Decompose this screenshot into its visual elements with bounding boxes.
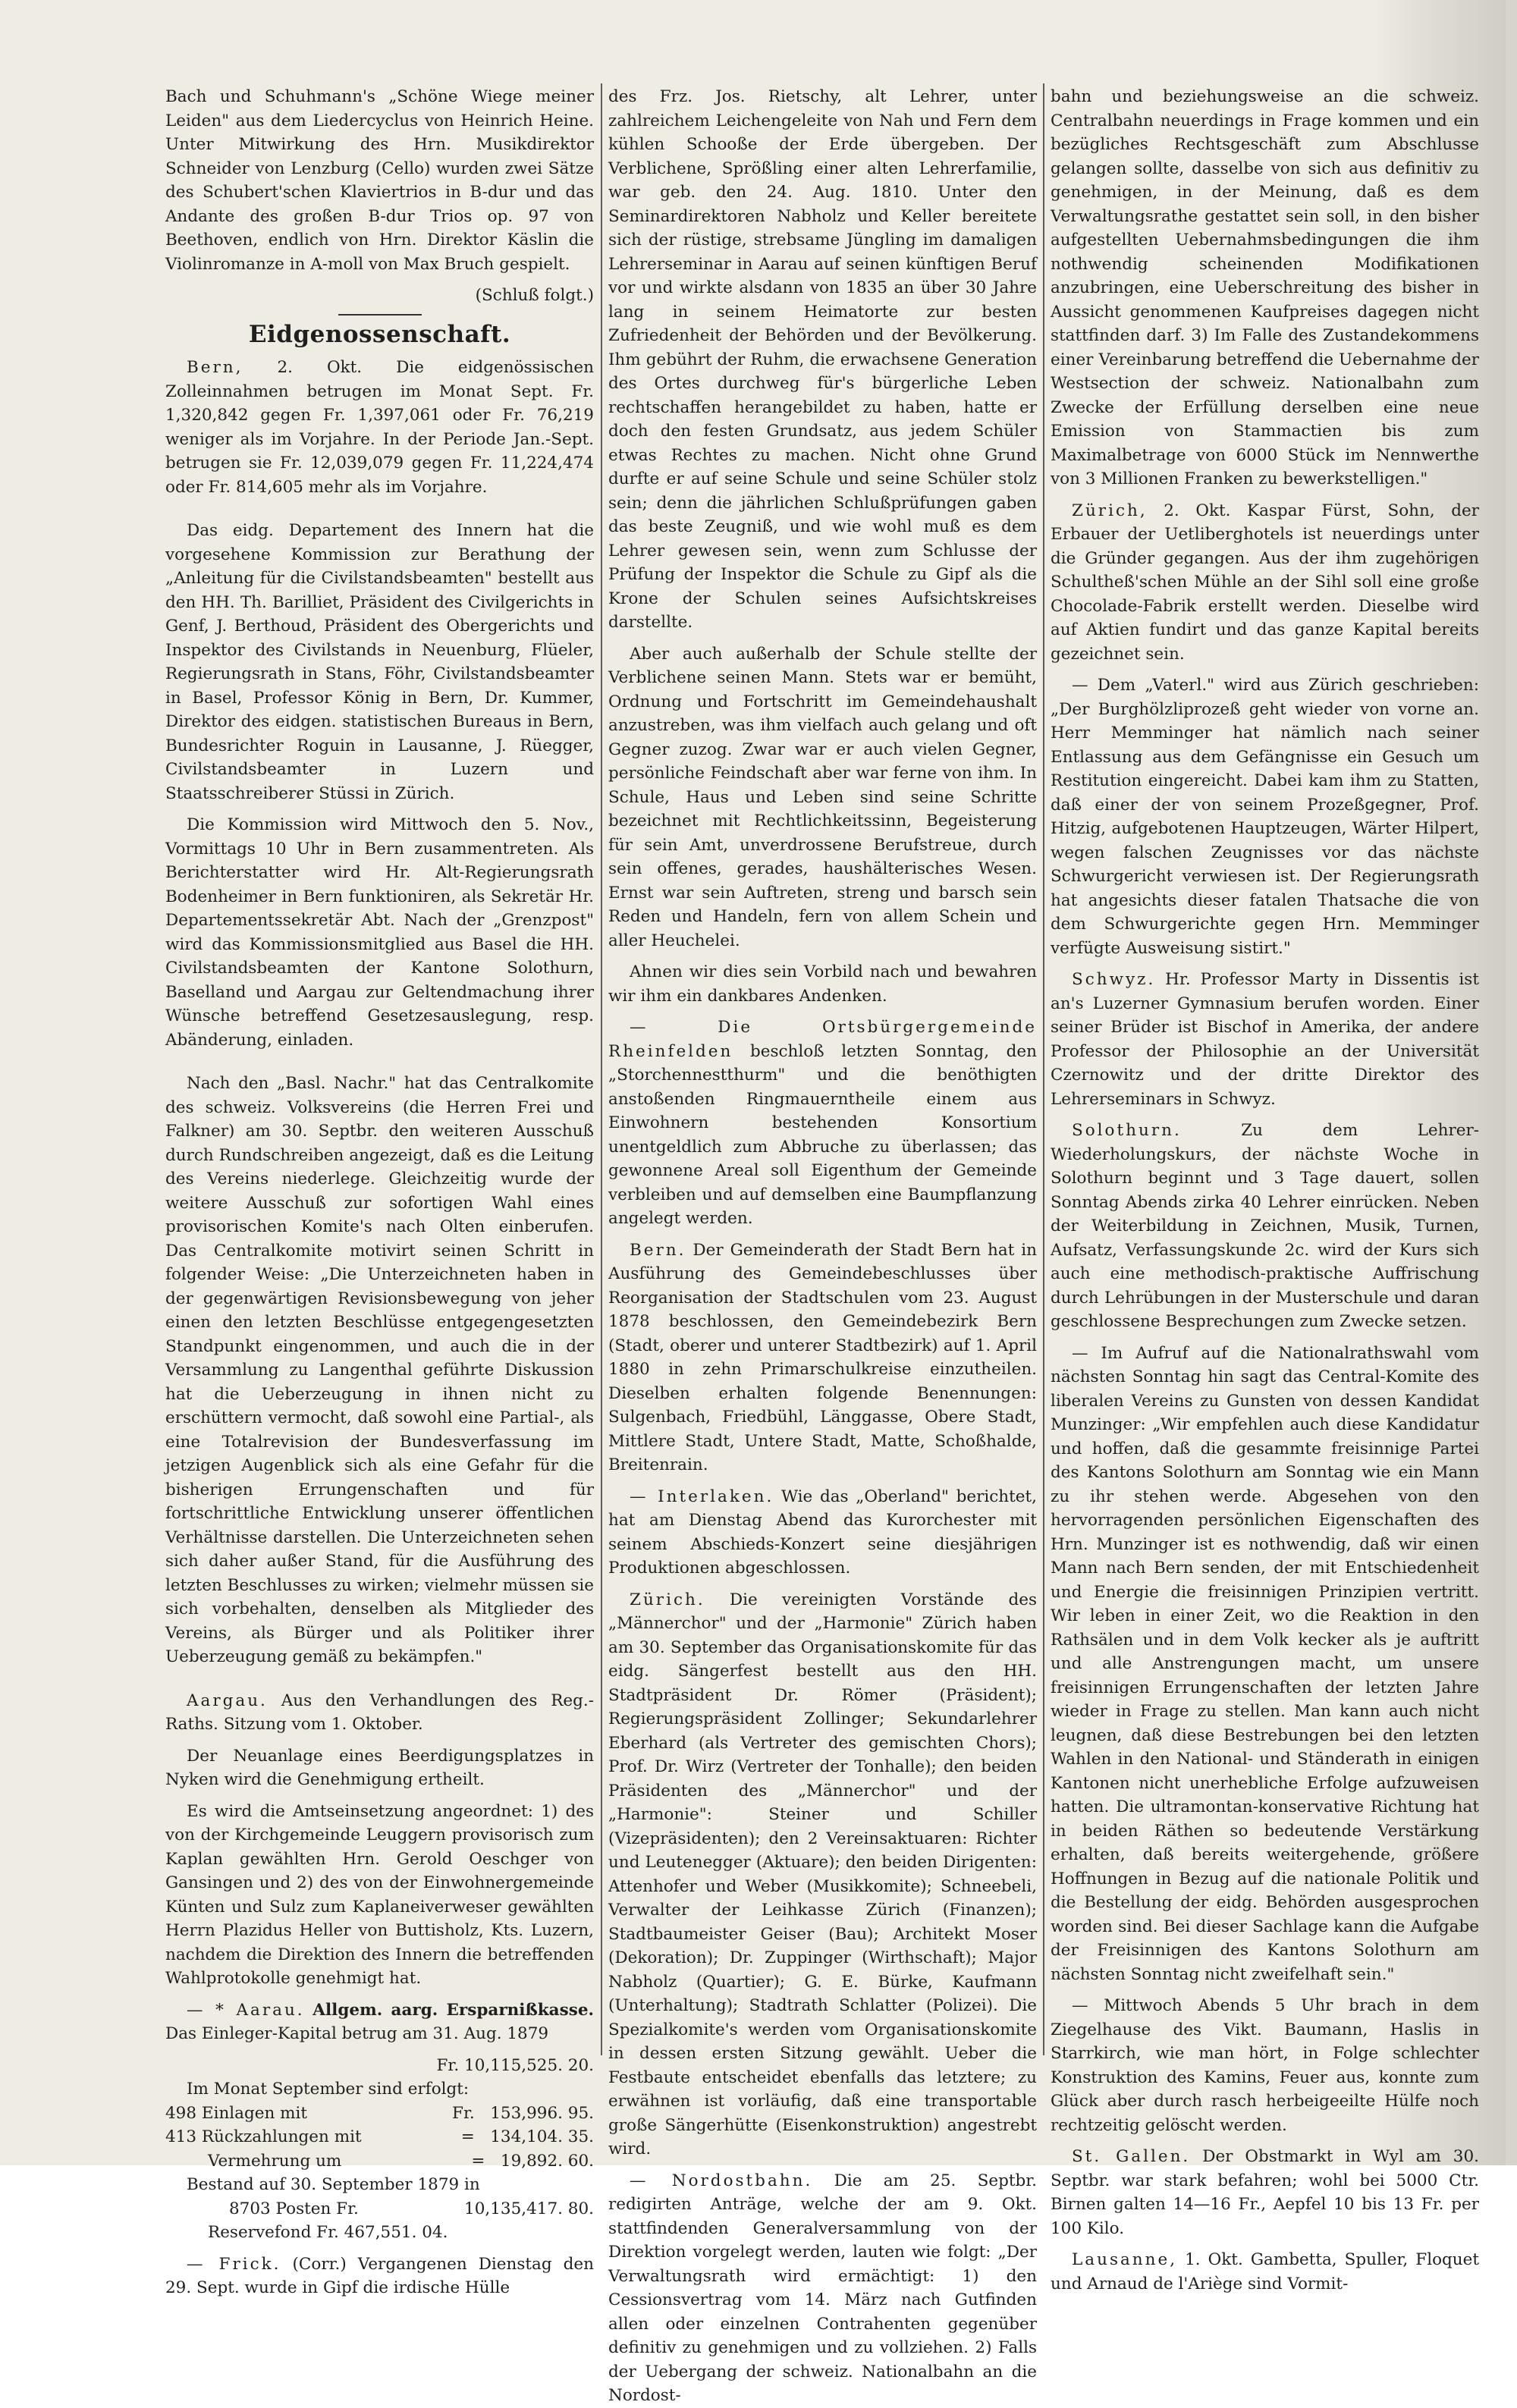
dateline: Solothurn. xyxy=(1072,1121,1182,1140)
obituary-article: des Frz. Jos. Rietschy, alt Lehrer, unter zahlreichem Leichengeleite von Nah und Fern dem kühlen Schooße der Erde übergeben. Der Verblichene, Sprößling einer alten Lehrerfamilie, war geb. den 24. Aug. 1810. Unter den Seminardirektoren Nabholz und Keller bereitete sich der rüstige, strebsame Jüngling im damaligen Lehrerseminar in Aarau auf seinen künftigen Beruf vor und wirkte alsdann von 1835 an über 30 Jahre lang in seinem Heimatorte zur besten Zufriedenheit der Behörden und der Bevölkerung. Ihm gebührt der Ruhm, die erwachsene Generation des Ortes durchweg für's bürgerliche Leben rechtschaffen herangebildet zu haben, hatte er doch den festen Grundsatz, aus jedem Schüler etwas Rechtes zu machen. Nicht ohne Grund durfte er auf seine Schule und seine Schüler stolz sein; denn die jährlichen Schlußprüfungen gaben das beste Zeugniß, und wie wohl muß es dem Lehrer gewesen sein, wenn zum Schlusse der Prüfung der Inspektor die Schule zu Gipf als die Krone der Schulen seines Aufsichtskreises darstellte. xyxy=(608,87,1037,632)
dateline: Zürich, xyxy=(1072,501,1148,520)
column-rule-1 xyxy=(601,83,602,2055)
frick-article xyxy=(165,2253,594,2300)
concert-article-end: Bach und Schuhmann's „Schöne Wiege meiner Leiden" aus dem Liedercyclus von Heinrich Heine. Unter Mitwirkung des Hrn. Musikdirektor Schneider von Lenzburg (Cello) wurden zwei Sätze des Schubert'schen Klaviertrios in B-dur und das Andante des großen B-dur Trios op. 97 von Beethoven, endlich von Hrn. Direktor Käslin die Violinromanze in A-moll von Max Bruch gespielt. xyxy=(165,87,594,274)
article-text: 1. Okt. Gambetta, Spuller, Floquet und Arnaud de l'Ariège sind Vormit- xyxy=(1051,2250,1479,2293)
dateline: Schwyz. xyxy=(1072,970,1156,989)
aargau-appointments: Es wird die Amtseinsetzung angeordnet: 1) des von der Kirchgemeinde Leuggern provisorisch zum Kaplan gewählten Hrn. Gerold Oeschger von Gansingen und 2) des von der Einwohnergemeinde Künten und Sulz zum Kaplaneiverweser gewählten Herrn Plazidus Heller von Buttisholz, Kts. Luzern, nachdem die Direktion des Innern die betreffenden Wahlprotokolle genehmigt hat. xyxy=(165,1801,594,1988)
rheinfelden-article xyxy=(608,1016,1037,1231)
article-text: Der Gemeinderath der Stadt Bern hat in Ausführung des Gemeindebeschlusses über Reorganisation der Stadtschulen vom 23. August 1878 beschlossen, den Gemeindebezirk Bern (Stadt, oberer und unterer Stadtbezirk) auf 1. April 1880 in zehn Primarschulkreise einzutheilen. Dieselben erhalten folgende Benennungen: Sulgenbach, Friedbühl, Länggasse, Obere Stadt, Mittlere Stadt, Untere Stadt, Matte, Schoßhalde, Breitenrain. xyxy=(608,1240,1037,1474)
dateline: Aargau. xyxy=(187,1691,268,1710)
bern-schools-article xyxy=(608,1239,1037,1477)
solothurn-article xyxy=(1051,1119,1479,1334)
dateline: — Die Ortsbürgergemeinde Rheinfelden xyxy=(608,1018,1037,1061)
zurich-factory-article xyxy=(1051,499,1479,667)
column-2 xyxy=(608,85,1037,2405)
obituary-closing: Ahnen wir dies sein Vorbild nach und bewahren wir ihm ein dankbares Andenken. xyxy=(608,962,1037,1006)
scan-edge xyxy=(1506,0,1517,2165)
section-divider xyxy=(338,314,422,316)
dateline: Zürich. xyxy=(630,1590,705,1609)
article-text: beschloß letzten Sonntag, den „Storchennestthurm" und die benöthigten anstoßenden Ringmauerntheile einem aus Einwohnern bestehenden Konsortium unentgeldlich zum Abbruche zu überlassen; das gewonnene Areal soll Eigenthum der Gemeinde verbleiben und auf demselben eine Baumpflanzung angelegt werden. xyxy=(608,1041,1037,1228)
nordostbahn-continued: bahn und beziehungsweise an die schweiz. Centralbahn neuerdings in Frage kommen und ein bezügliches Rechtsgeschäft zum Abschlusse gelangen sollte, dasselbe von sich aus definitiv zu genehmigen, in der Meinung, daß es dem Verwaltungsrathe gestattet sein soll, in den bisher aufgestellten Uebernahmsbedingungen die ihm nothwendig scheinenden Modifikationen anzubringen, eine Ueberschreitung des bisher in Aussicht genommenen Kaufpreises dagegen nicht stattfinden darf. 3) Im Falle des Zustandekommens einer Vereinbarung betreffend die Uebernahme der Westsection der schweiz. Nationalbahn zum Zwecke der Erfüllung derselben eine neue Emission von Stammactien bis zum Maximalbetrage von 6000 Stück im Nennwerthe von 3 Millionen Franken zu bewerkstelligen." xyxy=(1051,87,1479,488)
interlaken-article xyxy=(608,1485,1037,1581)
dateline: — Frick. xyxy=(187,2254,281,2274)
table-row: 8703 Posten Fr. 10,135,417. 80. xyxy=(229,2199,594,2218)
aargau-cemetery: Der Neuanlage eines Beerdigungsplatzes in Nyken wird die Genehmigung ertheilt. xyxy=(165,1746,594,1789)
dateline: St. Gallen. xyxy=(1072,2147,1191,2166)
column-3 xyxy=(1051,85,1479,2293)
vaterland-article: — Dem „Vaterl." wird aus Zürich geschrieben: „Der Burghölzliprozeß geht wieder von vorne an. Herr Memminger hat nämlich nach seiner Entlassung aus dem Gefängnisse ein Gesuch um Restitution eingereicht. Dabei kam ihm zu Statten, daß einer der von seinem Prozeßgegner, Prof. Hitzig, aufgebotenen Hauptzeugen, Wärter Hilpert, wegen falschen Zeugnisses vor das nächste Schwurgericht verwiesen ist. Der Regierungsrath hat angesichts dieser fatalen Thatsache die von dem Schwurgerichte gegen Hrn. Memminger verfügte Ausweisung sistirt." xyxy=(1051,676,1479,958)
obituary-continued: Aber auch außerhalb der Schule stellte der Verblichene seinen Mann. Stets war er bemüht, Ordnung und Fortschritt im Gemeindehaushalt anzustreben, was ihm vielfach auch gelang und oft Gegner zuzog. Zwar war er auch vielen Gegner, persönliche Feindschaft aber war ferne von ihm. In Schule, Haus und Leben sind seine Schritte bezeichnet mit Rechtlichkeitssinn, Begeisterung für sein Amt, unverdrossene Berufstreue, durch sein offenes, gerades, haushälterisches Wesen. Ernst war sein Auftreten, streng und barsch sein Reden und Handeln, fern von allem Schein und aller Heuchelei. xyxy=(608,644,1037,950)
volksverein-article: Nach den „Basl. Nachr." hat das Centralkomite des schweiz. Volksvereins (die Herren Frei und Falkner) am 30. Septbr. den weiteren Ausschuß durch Rundschreiben angezeigt, daß es die Leitung des Vereins niederlege. Gleichzeitig wurde der weitere Ausschuß zur sofortigen Wahl eines provisorischen Komite's nach Olten einberufen. Das Centralkomite motivirt seinen Schritt in folgender Weise: „Die Unterzeichneten haben in der gegenwärtigen Revisionsbewegung von jeher einen den letzten Beschlüsse entgegengesetzten Standpunkt eingenommen, und auch die in der Versammlung zu Langenthal geführte Diskussion hat die Ueberzeugung in ihnen nicht zu erschüttern vermocht, daß sowohl eine Partial-, als eine Totalrevision der Bundesverfassung im jetzigen Augenblick sich als eine Gefahr für die bisherigen Errungenschaften und für fortschrittliche Entwicklung unserer öffentlichen Verhältnisse darstellen. Die Unterzeichneten sehen sich daher außer Stand, für die Ausführung des letzten Beschlusses zu wirken; vielmehr müssen sie sich vorbehalten, denselben als Mitglieder des Vereins, als Bürger und als Politiker ihrer Ueberzeugung gemäß zu bekämpfen." xyxy=(165,1074,594,1666)
column-1 xyxy=(165,85,594,2297)
dateline: Bern. xyxy=(630,1240,686,1260)
dateline: — Nordostbahn. xyxy=(630,2171,813,2190)
article-text: Hr. Professor Marty in Dissentis ist an's Luzerner Gymnasium berufen worden. Einer seiner Brüder ist Bischof in Amerika, der andere Professor der Philosophie an der Universität Czernowitz und der dritte Direktor des Lehrerseminars in Schwyz. xyxy=(1051,970,1479,1109)
article-text: Aus den Verhandlungen des Reg.-Raths. Sitzung vom 1. Oktober. xyxy=(165,1691,594,1734)
article-text: Die vereinigten Vorstände des „Männerchor" und der „Harmonie" Zürich haben am 30. September das Organisationskomite für das eidg. Sängerfest bestellt aus den HH. Stadtpräsident Dr. Römer (Präsident); Regierungspräsident Zollinger; Sekundarlehrer Eberhard (als Vertreter des gemischten Chors); Prof. Dr. Wirz (Vertreter der Tonhalle); den beiden Präsidenten des „Männerchor" und der „Harmonie": Steiner und Schiller (Vizepräsidenten); den 2 Vereinsaktuaren: Richter und Leutenegger (Aktuare); den beiden Dirigenten: Attenhofer und Weber (Musikkomite); Schneebeli, Verwalter der Leihkasse Zürich (Finanzen); Stadtbaumeister Geiser (Bau); Architekt Moser (Dekoration); Dr. Zuppinger (Wirthschaft); Major Nabholz (Quartier); G. E. Bürke, Kaufmann (Unterhaltung); Stadtrath Schlatter (Polizei). Die Spezialkomite's werden vom Organisationskomite in dessen ersten Sitzung gewählt. Ueber die Festbaute entscheidet ebenfalls das letztere; zu erwähnen ist vorläufig, daß eine transportable große Sängerhütte (Eisenkonstruktion) angestrebt wird. xyxy=(608,1590,1037,2158)
savings-bank-article xyxy=(165,1998,594,2046)
dateline: — * Aarau. xyxy=(187,2000,305,2020)
table-row: Im Monat September sind erfolgt: xyxy=(187,2080,470,2099)
table-row: 498 Einlagen mit Fr. 153,996. 95. xyxy=(165,2103,594,2123)
department-article: Das eidg. Departement des Innern hat die vorgesehene Kommission zur Berathung der „Anleitung für die Civilstandsbeamten" bestellt aus den HH. Th. Barilliet, Präsident des Civilgerichts in Genf, J. Berthoud, Präsident des Obergerichts und Inspektor des Civilstands in Neuenburg, Flüeler, Regierungsrath in Stans, Föhr, Civilstandsbeamter in Basel, Professor König in Bern, Dr. Kummer, Direktor des eidgen. statistischen Bureaus in Bern, Bundesrichter Roguin in Lausanne, J. Rüegger, Civilstandsbeamter in Luzern und Staatsschreiberer Stüssi in Zürich. xyxy=(165,521,594,803)
article-text: Das Einleger-Kapital betrug am 31. Aug. 1879 xyxy=(165,2024,549,2043)
lausanne-article xyxy=(1051,2248,1479,2296)
schwyz-article xyxy=(1051,968,1479,1111)
article-text: Wie das „Oberland" berichtet, hat am Dienstag Abend das Kurorchester mit seinem Abschieds-Konzert seine diesjährigen Produktionen abgeschlossen. xyxy=(608,1487,1037,1578)
dateline: Lausanne, xyxy=(1072,2250,1178,2269)
table-row: Vermehrung um = 19,892. 60. xyxy=(208,2151,594,2171)
article-text: Zu dem Lehrer-Wiederholungskurs, der nächste Woche in Solothurn beginnt und 3 Tage dauert, sollen Sonntag Abends zirka 40 Lehrer einrücken. Neben der Weiterbildung in Zeichnen, Musik, Turnen, Aufsatz, Verfassungskunde 2c. wird der Kurs sich auch eine methodisch-praktische Auffrischung durch Lehrübungen in der Musterschule und daran geschlossene Besprechungen zum Zwecke setzen. xyxy=(1051,1121,1479,1331)
article-text: (Corr.) Vergangenen Dienstag den 29. Sept. wurde in Gipf die irdische Hülle xyxy=(165,2254,594,2297)
article-text: Der Obstmarkt in Wyl am 30. Septbr. war stark befahren; wohl bei 5000 Ctr. Birnen galten 14—16 Fr., Aepfel 10 bis 13 Fr. per 100 Kilo. xyxy=(1051,2147,1479,2238)
zurich-singers-article xyxy=(608,1588,1037,2162)
table-row: Bestand auf 30. September 1879 in xyxy=(187,2175,480,2194)
dateline: Bern, xyxy=(187,358,243,377)
commission-article: Die Kommission wird Mittwoch den 5. Nov., Vormittags 10 Uhr in Bern zusammentreten. Als Berichterstatter wird Hr. Alt-Regierungsrath Bodenheimer in Bern funktioniren, als Sekretär Hr. Departementssekretär Abt. Nach der „Grenzpost" wird das Kommissionsmitglied aus Basel die HH. Civilstandsbeamten der Kantone Solothurn, Baselland und Aargau zur Geltendmachung ihrer Wünsche betreffend Gesetzesauslegung, resp. Abänderung, einladen. xyxy=(165,815,594,1050)
table-row: 413 Rückzahlungen mit = 134,104. 35. xyxy=(165,2127,594,2146)
section-heading: Eidgenossenschaft. xyxy=(248,320,511,348)
article-text: 2. Okt. Kaspar Fürst, Sohn, der Erbauer der Uetliberghotels ist neuerdings unter die Gründer gegangen. Aus der ihm zugehörigen Schultheß'schen Mühle an der Sihl soll eine große Chocolade-Fabrik erstellt werden. Dieselbe wird auf Aktien fundirt und das ganze Kapital bereits gezeichnet sein. xyxy=(1051,501,1479,664)
to-be-continued: (Schluß folgt.) xyxy=(475,286,594,305)
article-text: 2. Okt. Die eidgenössischen Zolleinnahmen betrugen im Monat Sept. Fr. 1,320,842 gegen Fr. 1,397,061 oder Fr. 76,219 weniger als im Vorjahre. In der Periode Jan.-Sept. betrugen sie Fr. 12,039,079 gegen Fr. 11,224,474 oder Fr. 814,605 mehr als im Vorjahre. xyxy=(165,358,594,497)
article-text: Die am 25. Septbr. redigirten Anträge, welche der am 9. Okt. stattfindenden Generalversammlung von der Direktion vorgelegt werden, lauten wie folgt: „Der Verwaltungsrath wird ermächtigt: 1) den Cessionsvertrag vom 14. März nach Gutfinden allen oder einzelnen Contrahenten gegenüber definitiv zu genehmigen und zu vollziehen. 2) Falls der Uebergang der schweiz. Nationalbahn an die Nordost- xyxy=(608,2171,1037,2405)
fire-article: — Mittwoch Abends 5 Uhr brach in dem Ziegelhause des Vikt. Baumann, Haslis in Starrkirch, wie man hört, in Folge schlechter Konstruktion des Kamins, Feuer aus, konnte zum Glück aber durch rasch herbeigeeilte Hülfe noch rechtzeitig gelöscht werden. xyxy=(1051,1996,1479,2135)
election-appeal-article: — Im Aufruf auf die Nationalrathswahl vom nächsten Sonntag hin sagt das Central-Komite des liberalen Vereins zu Gunsten von dessen Kandidat Munzinger: „Wir empfehlen auch diese Kandidatur und hoffen, daß die gesammte freisinnige Partei des Kantons Solothurn am Sonntag wie ein Mann zu ihr stehen werde. Abgesehen von den hervorragenden persönlichen Eigenschaften des Hrn. Munzinger ist es nothwendig, daß wir einen Mann nach Bern senden, der mit Entschiedenheit und Energie die freisinnigen Prinzipien vertritt. Wir leben in einer Zeit, wo die Reaktion in den Rathsälen und in dem Volk kecker als je auftritt und alle Anstrengungen macht, um unsere freisinnigen Errungenschaften der letzten Jahre wieder in Frage zu stellen. Man kann auch nicht leugnen, daß diese Bestrebungen bei den letzten Wahlen in den National- und Ständerath in einigen Kantonen nicht unerhebliche Erfolge aufzuweisen hatten. Die ultramontan-konservative Richtung hat in beiden Räthen so bedeutende Verstärkung erhalten, daß bereits weitergehende, größere Hoffnungen in Bezug auf die nationale Politik und die Bestellung der eidg. Behörden ausgesprochen worden sind. Bei dieser Sachlage kann die Aufgabe der Freisinnigen des Kantons Solothurn am nächsten Sonntag nicht zweifelhaft sein." xyxy=(1051,1343,1479,1984)
aargau-article xyxy=(165,1689,594,1737)
table-row: Reservefond Fr. 467,551. 04. xyxy=(208,2223,448,2242)
savings-bank-title: Allgem. aarg. Ersparnißkasse. xyxy=(313,2000,594,2020)
st-gallen-article xyxy=(1051,2145,1479,2240)
nordostbahn-article xyxy=(608,2169,1037,2408)
bern-customs-article xyxy=(165,356,594,499)
savings-bank-table xyxy=(165,2054,594,2245)
table-row: Fr. 10,115,525. 20. xyxy=(436,2055,594,2075)
dateline: — Interlaken. xyxy=(630,1487,774,1506)
column-rule-2 xyxy=(1043,83,1044,2055)
